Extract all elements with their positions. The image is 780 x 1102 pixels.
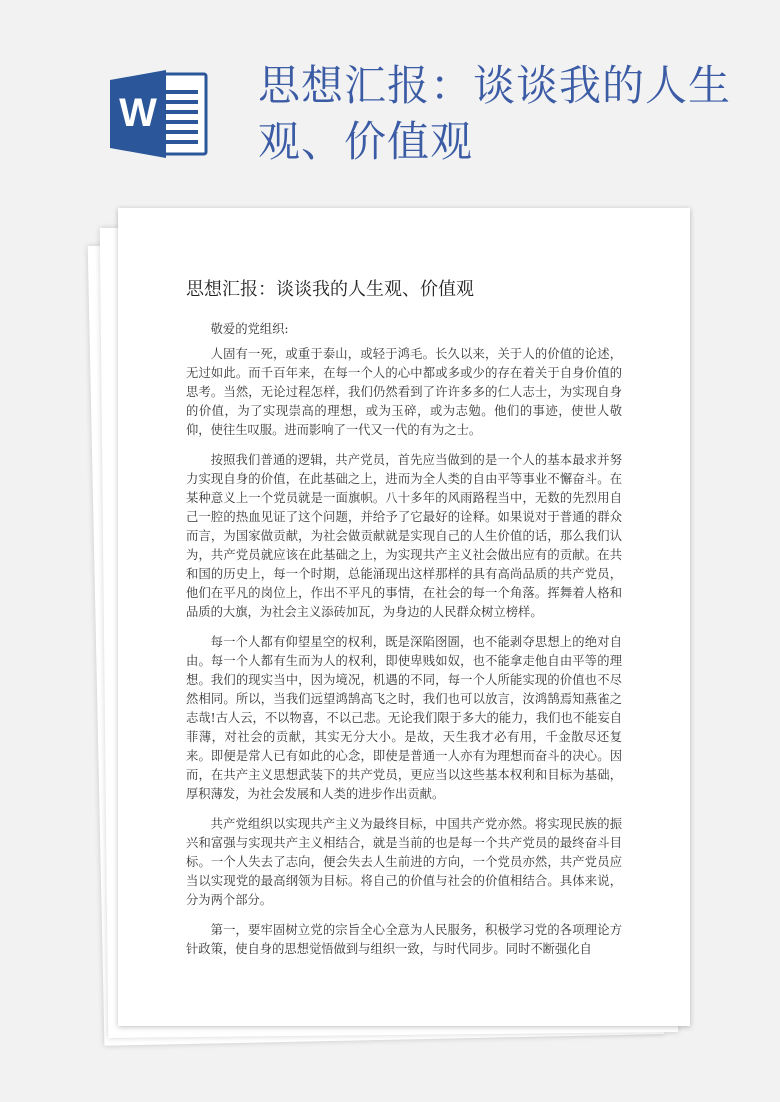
document-title: 思想汇报：谈谈我的人生观、价值观 — [186, 279, 474, 300]
word-document-icon — [108, 68, 208, 160]
word-icon-letter: W — [119, 91, 157, 135]
paragraph: 人固有一死，或重于泰山，或轻于鸿毛。长久以来，关于人的价值的论述，无过如此。而千百年来，在每一个人的心中都或多或少的存在着关于自身价值的思考。当然，无论过程怎样，我们仍然看到了许许多多的仁人志士，为实现自身的价值，为了实现崇高的理想，或为玉碎，或为志勉。他们的事迹，使世人敬仰，使往生叹服。进而影响了一代又一代的有为之士。 — [186, 347, 622, 437]
salutation: 敬爱的党组织: — [210, 322, 289, 336]
paragraph: 共产党组织以实现共产主义为最终目标，中国共产党亦然。将实现民族的振兴和富强与实现共产主义相结合，就是当前的也是每一个共产党员的最终奋斗目标。一个人失去了志向，便会失去人生前进的方向，一个党员亦然，共产党员应当以实现党的最高纲领为目标。将自己的价值与社会的价值相结合。具体来说，分为两个部分。 — [186, 817, 622, 907]
banner-title: 思想汇报：谈谈我的人生观、价值观 — [258, 61, 732, 166]
paragraph: 第一，要牢固树立党的宗旨全心全意为人民服务，积极学习党的各项理论方针政策，使自身的思想觉悟做到与组织一致，与时代同步。同时不断强化自 — [186, 923, 622, 956]
paragraph: 按照我们普通的逻辑，共产党员，首先应当做到的是一个人的基本最求并努力实现自身的价值，在此基础之上，进而为全人类的自由平等事业不懈奋斗。在某种意义上一个党员就是一面旗帜。八十多年的风雨路程当中，无数的先烈用自己一腔的热血见证了这个问题，并给予了它最好的诠释。如果说对于普通的群众而言，为国家做贡献，为社会做贡献就是实现自己的人生价值的话，那么我们认为，共产党员就应该在此基础之上，为实现共产主义社会做出应有的贡献。在共和国的历史上，每一个时期，总能涌现出这样那样的具有高尚品质的共产党员，他们在平凡的岗位上，作出不平凡的事情，在社会的每一个角落。挥舞着人格和品质的大旗，为社会主义添砖加瓦，为身边的人民群众树立榜样。 — [186, 453, 622, 619]
document-body — [186, 320, 622, 970]
document-page — [118, 208, 690, 1026]
paragraph: 每一个人都有仰望星空的权利，既是深陷囹圄，也不能剥夺思想上的绝对自由。每一个人都有生而为人的权利，即使卑贱如奴，也不能拿走他自由平等的理想。我们的现实当中，因为境况，机遇的不同，每一个人所能实现的价值也不尽然相同。所以，当我们远望鸿鹄高飞之时，我们也可以放言，汝鸿鹄焉知燕雀之志哉!古人云，不以物喜，不以己悲。无论我们限于多大的能力，我们也不能妄自菲薄，对社会的贡献，其实无分大小。是故，天生我才必有用，千金散尽还复来。即便是常人已有如此的心念，即使是普通一人亦有为理想而奋斗的决心。因而，在共产主义思想武装下的共产党员，更应当以这些基本权利和目标为基础，厚积薄发，为社会发展和人类的进步作出贡献。 — [186, 635, 622, 801]
